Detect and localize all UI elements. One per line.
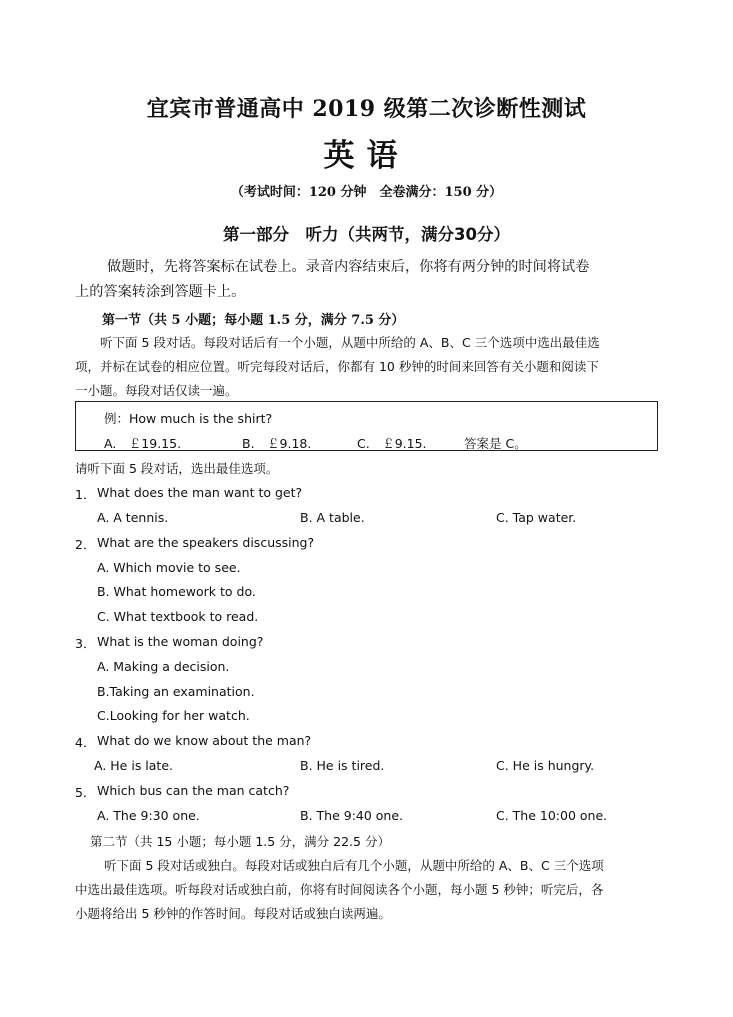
option-c[interactable]: C. The 10:00 one. — [496, 808, 608, 823]
section2-heading: 第二节（共 15 小题；每小题 1.5 分，满分 22.5 分） — [90, 834, 390, 849]
section2-instruction-line-3: 小题将给出 5 秒钟的作答时间。每段对话或独白读两遍。 — [75, 906, 391, 921]
intro-line-1: 做题时，先将答案标在试卷上。录音内容结束后，你将有两分钟的时间将试卷 — [107, 259, 590, 275]
question-number: 3． — [75, 636, 96, 651]
option-a[interactable]: A. He is late. — [94, 758, 173, 773]
section2-instruction-line-1: 听下面 5 段对话或独白。每段对话或独白后有几个小题，从题中所给的 A、B、C 三个选项 — [104, 858, 604, 873]
section1-instruction-line-2: 项，并标在试卷的相应位置。听完每段对话后，你都有 10 秒钟的时间来回答有关小题和阅读下 — [75, 359, 599, 374]
section1-directions: 请听下面 5 段对话，选出最佳选项。 — [75, 461, 279, 476]
exam-title: 宜宾市普通高中 2019 级第二次诊断性测试 — [146, 96, 587, 122]
option-a[interactable]: A. A tennis. — [97, 510, 169, 525]
question-text: What are the speakers discussing? — [97, 535, 315, 550]
example-prompt: 例：How much is the shirt? — [104, 411, 273, 426]
example-answer: 答案是 C。 — [464, 436, 527, 451]
question-text: What does the man want to get? — [97, 485, 303, 500]
option-b[interactable]: B.Taking an examination. — [97, 684, 255, 699]
option-c[interactable]: C.Looking for her watch. — [97, 708, 250, 723]
option-a[interactable]: A. The 9:30 one. — [97, 808, 200, 823]
option-c[interactable]: C. Tap water. — [496, 510, 577, 525]
option-b[interactable]: B. A table. — [300, 510, 365, 525]
option-a[interactable]: A. Making a decision. — [97, 659, 230, 674]
part1-heading: 第一部分 听力（共两节，满分30分） — [223, 225, 510, 244]
question-text: What do we know about the man? — [97, 733, 312, 748]
example-option-a: A. ￡19.15. — [104, 436, 182, 451]
section2-instruction-line-2: 中选出最佳选项。听每段对话或独白前，你将有时间阅读各个小题，每小题 5 秒钟；听完后，各 — [75, 882, 604, 897]
section1-heading: 第一节（共 5 小题；每小题 1.5 分，满分 7.5 分） — [102, 313, 405, 328]
example-option-c: C. ￡9.15. — [357, 436, 427, 451]
question-number: 1． — [75, 487, 96, 502]
question-text: What is the woman doing? — [97, 634, 264, 649]
intro-line-2: 上的答案转涂到答题卡上。 — [75, 284, 246, 300]
example-option-b: B. ￡9.18. — [242, 436, 312, 451]
question-number: 5． — [75, 785, 96, 800]
subject-title: 英语 — [323, 138, 410, 174]
section1-instruction-line-1: 听下面 5 段对话。每段对话后有一个小题，从题中所给的 A、B、C 三个选项中选出最佳选 — [100, 335, 600, 350]
section1-instruction-line-3: 一小题。每段对话仅读一遍。 — [75, 383, 238, 398]
option-c[interactable]: C. He is hungry. — [496, 758, 595, 773]
option-b[interactable]: B. What homework to do. — [97, 584, 256, 599]
option-b[interactable]: B. He is tired. — [300, 758, 385, 773]
question-text: Which bus can the man catch? — [97, 783, 290, 798]
question-number: 4． — [75, 735, 96, 750]
option-c[interactable]: C. What textbook to read. — [97, 609, 259, 624]
option-b[interactable]: B. The 9:40 one. — [300, 808, 404, 823]
option-a[interactable]: A. Which movie to see. — [97, 560, 241, 575]
question-number: 2． — [75, 537, 96, 552]
exam-info: （考试时间：120 分钟 全卷满分：150 分） — [230, 185, 503, 200]
